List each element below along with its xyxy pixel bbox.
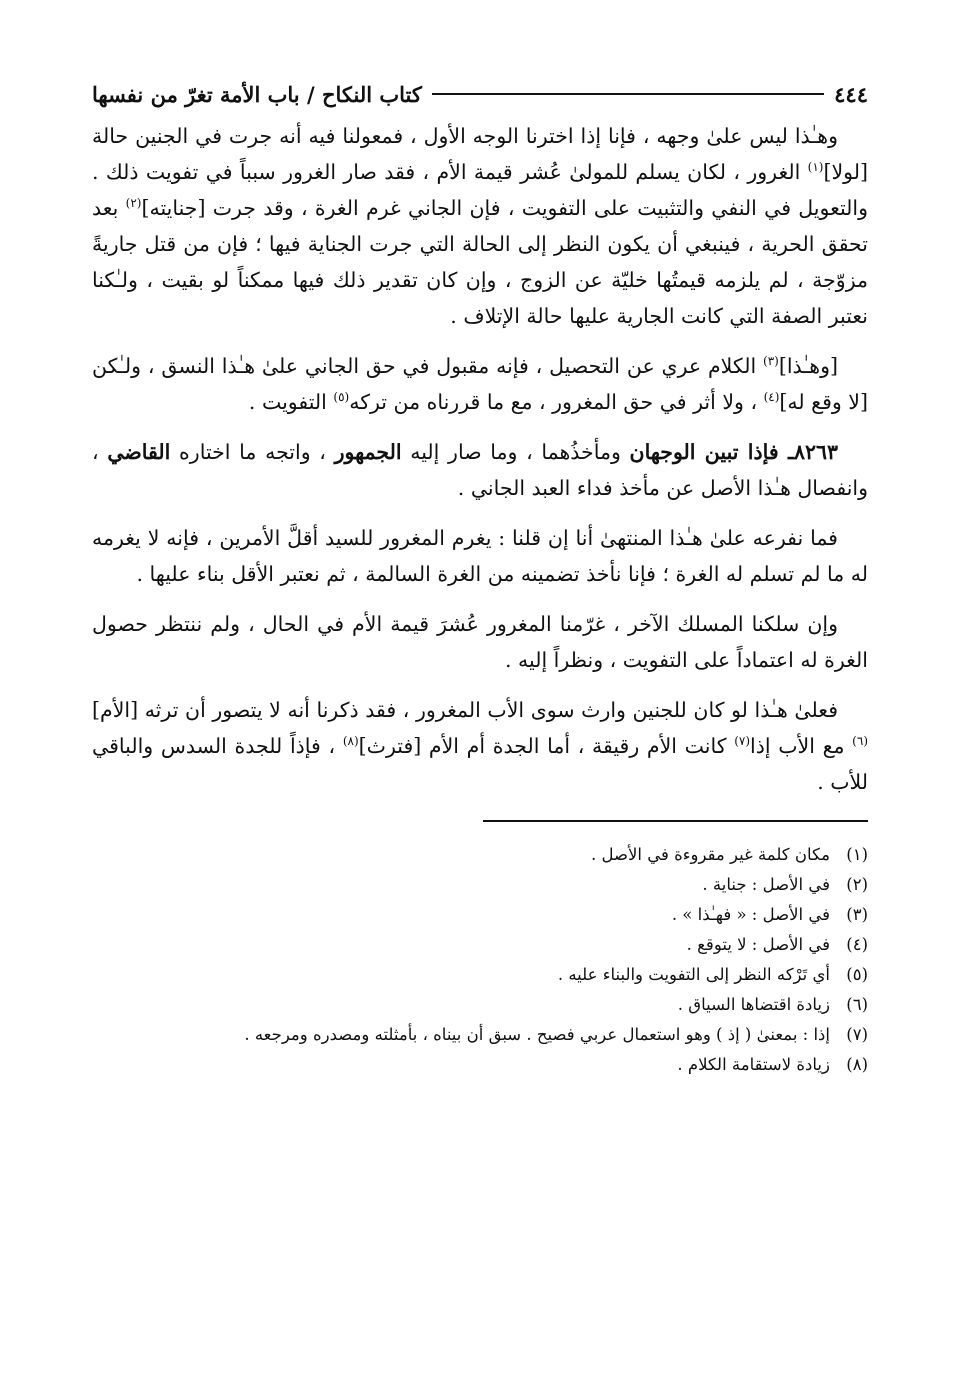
bold-run: القاضي — [107, 440, 171, 464]
footnote-text: في الأصل : « فهـٰذا » . — [671, 905, 830, 924]
footnote-text: في الأصل : لا يتوقع . — [686, 935, 830, 954]
text-run: مع الأب إذا — [750, 734, 853, 758]
footnote-ref-4: (٤) — [763, 390, 780, 405]
bold-run: الجمهور — [334, 440, 402, 464]
footnote-number: (٨) — [846, 1055, 868, 1074]
footnote — [92, 1050, 868, 1080]
text-run: [وهـٰذا] — [778, 354, 838, 378]
footnote-ref-7: (٧) — [734, 734, 751, 749]
footnote-number: (٦) — [846, 995, 868, 1014]
footnote-ref-3: (٣) — [763, 354, 779, 369]
footnote-ref-8: (٨) — [342, 734, 359, 749]
footnote-text: إذا : بمعنىٰ ( إذ ) وهو استعمال عربي فصيح . سبق أن بيناه ، بأمثلته ومصدره ومرجعه . — [244, 1025, 830, 1044]
header-rule — [432, 93, 824, 95]
text-run: بعد تحقق الحرية ، فينبغي أن يكون النظر إلى الحالة التي جرت الجناية فيها ؛ فإن من قتل جاريةً مزوّجة ، لم يلزمه قيمتُها خليّة عن الزوج ، وإن كان تقدير ذلك فيها ممكناً لو بقيت ، ولـٰكنا نعتبر الصفة التي كانت الجارية عليها حالة الإتلاف . — [92, 196, 868, 328]
footnote — [92, 1020, 868, 1050]
section-number: ٨٢٦٣ـ — [787, 440, 839, 464]
text-run: ، ولا أثر في حق المغرور ، مع ما قررناه من تركه — [349, 390, 764, 414]
footnote — [92, 960, 868, 990]
footnote — [92, 900, 868, 930]
book-page — [92, 70, 868, 1080]
paragraph-5: وإن سلكنا المسلك الآخر ، غرّمنا المغرور عُشرَ قيمة الأم في الحال ، ولم ننتظر حصول الغرة له اعتماداً على التفويت ، ونظراً إليه . — [92, 612, 868, 672]
footnote-ref-5: (٥) — [333, 390, 350, 405]
footnote-number: (١) — [846, 845, 868, 864]
text-run: التفويت . — [248, 390, 334, 414]
page-number: ٤٤٤ — [834, 81, 868, 107]
bold-run: فإذا تبين الوجهان — [629, 440, 788, 464]
footnotes — [92, 840, 868, 1080]
footnote — [92, 840, 868, 870]
paragraph-2 — [92, 348, 868, 420]
footnote — [92, 930, 868, 960]
footnote-number: (٧) — [846, 1025, 868, 1044]
paragraph-4: فما نفرعه علىٰ هـٰذا المنتهىٰ أنا إن قلنا : يغرم المغرور للسيد أقلَّ الأمرين ، فإنه لا يغرمه له ما لم تسلم له الغرة ؛ فإنا نأخذ تضمينه من الغرة السالمة ، ثم نعتبر الأقل بناء عليها . — [92, 526, 868, 586]
paragraph-3 — [92, 434, 868, 506]
footnote-text: أي تَرْكه النظر إلى التفويت والبناء عليه . — [557, 965, 830, 984]
footnote-ref-1: (١) — [807, 160, 824, 175]
footnote-text: في الأصل : جناية . — [702, 875, 830, 894]
text-run: ، وانفصال هـٰذا الأصل عن مأخذ فداء العبد الجاني . — [92, 440, 868, 500]
footnote-number: (٥) — [846, 965, 868, 984]
text-run: كانت الأم رقيقة ، أما الجدة أم الأم [فترث] — [358, 734, 735, 758]
footnote-number: (٤) — [846, 935, 868, 954]
footnote-ref-2: (٢) — [125, 196, 142, 211]
page-header — [92, 70, 868, 118]
paragraph-1 — [92, 118, 868, 334]
footnote-text: زيادة لاستقامة الكلام . — [677, 1055, 830, 1074]
text-run: الغرور ، لكان يسلم للمولىٰ عُشر قيمة الأم ، فقد صار الغرور سبباً في تفويت ذلك . والتعويل في النفي والتثبيت على التفويت ، فإن الجاني غرم الغرة ، وقد جرت [جنايته] — [92, 160, 868, 220]
text-run: ومأخذُهما ، وما صار إليه — [401, 440, 630, 464]
paragraph-6 — [92, 692, 868, 800]
footnote-text: زيادة اقتضاها السياق . — [677, 995, 830, 1014]
footnote-ref-6: (٦) — [852, 734, 868, 749]
footnote-number: (٣) — [846, 905, 868, 924]
text-run: الكلام عري عن التحصيل ، فإنه مقبول في حق الجاني علىٰ هـٰذا النسق ، ولـٰكن [لا وقع له] — [92, 354, 868, 414]
text-run: ، فإذاً للجدة السدس والباقي للأب . — [92, 734, 868, 794]
footnote — [92, 990, 868, 1020]
main-text — [92, 118, 868, 800]
text-run: وهـٰذا ليس علىٰ وجهه ، فإنا إذا اخترنا الوجه الأول ، فمعولنا فيه أنه جرت في الجنين حالة [لولا] — [92, 124, 868, 184]
footnote-divider — [483, 820, 868, 822]
text-run: ، واتجه ما اختاره — [170, 440, 335, 464]
footnote — [92, 870, 868, 900]
footnote-number: (٢) — [846, 875, 868, 894]
running-title: كتاب النكاح / باب الأمة تغرّ من نفسها — [92, 81, 422, 107]
text-run: فعلىٰ هـٰذا لو كان للجنين وارث سوى الأب المغرور ، فقد ذكرنا أنه لا يتصور أن ترثه [الأم] — [92, 698, 838, 722]
footnote-text: مكان كلمة غير مقروءة في الأصل . — [590, 845, 830, 864]
